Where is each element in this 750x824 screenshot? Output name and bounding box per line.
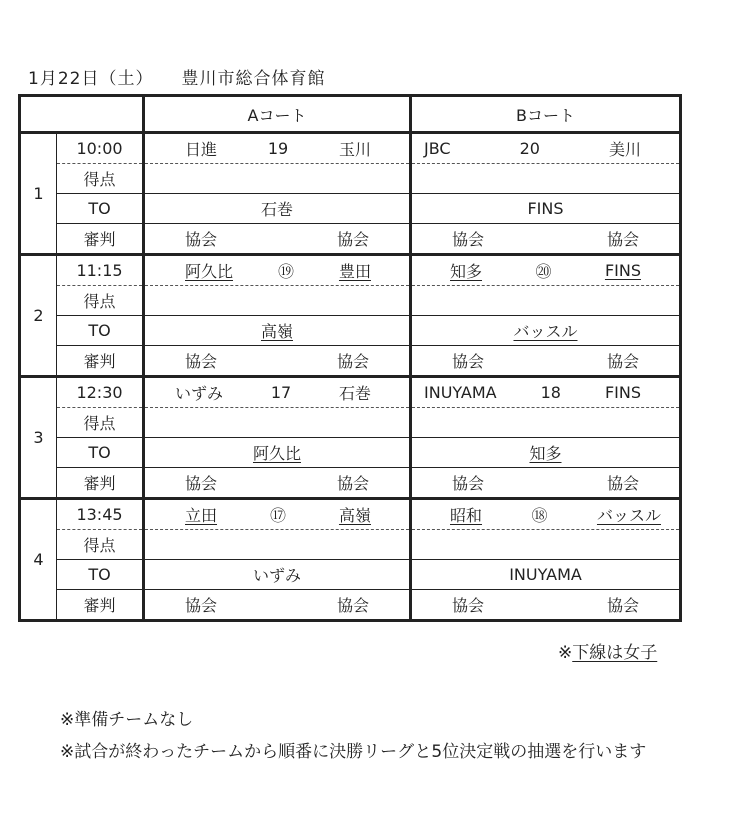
note-text: 下線は女子	[572, 643, 658, 663]
team-home: 知多	[450, 262, 483, 281]
court-b-referees	[411, 468, 681, 499]
referee-label: 審判	[57, 590, 144, 621]
game-number: ⑳	[535, 262, 552, 281]
team-away: 美川	[608, 140, 641, 159]
note-prefix: ※	[558, 643, 573, 663]
court-a-score	[144, 164, 411, 194]
court-b-referees	[411, 224, 681, 255]
court-a-match	[144, 499, 411, 530]
court-b-match	[411, 133, 681, 164]
referee: 協会	[606, 474, 639, 493]
block-2-referee-row	[20, 346, 681, 377]
time-cell: 12:30	[57, 377, 144, 408]
court-b-match	[411, 255, 681, 286]
referee: 協会	[452, 596, 485, 615]
referee: 協会	[336, 230, 369, 249]
court-b-to: INUYAMA	[411, 560, 681, 590]
court-a-referees	[144, 590, 411, 621]
court-a-referees	[144, 346, 411, 377]
time-cell: 10:00	[57, 133, 144, 164]
referee: 協会	[336, 474, 369, 493]
court-a-score	[144, 408, 411, 438]
team-home: いずみ	[175, 384, 224, 403]
court-b-match	[411, 377, 681, 408]
block-number: 3	[20, 377, 57, 499]
court-b-referees	[411, 346, 681, 377]
block-2-to-row	[20, 316, 681, 346]
court-b-score	[411, 408, 681, 438]
court-a-score	[144, 530, 411, 560]
court-a-match	[144, 377, 411, 408]
game-number: 20	[519, 139, 540, 158]
score-label: 得点	[57, 530, 144, 560]
block-2-score-row	[20, 286, 681, 316]
note-no-prep-team: ※準備チームなし	[60, 710, 194, 730]
referee: 協会	[606, 230, 639, 249]
block-number: 2	[20, 255, 57, 377]
game-number: 19	[267, 139, 289, 158]
block-2-time-row	[20, 255, 681, 286]
referee: 協会	[336, 352, 369, 371]
game-number: 17	[270, 383, 292, 402]
court-b-score	[411, 530, 681, 560]
referee: 協会	[336, 596, 369, 615]
to-label: TO	[57, 438, 144, 468]
to-team: 高嶺	[260, 322, 293, 341]
score-label: 得点	[57, 408, 144, 438]
to-team: 知多	[529, 444, 562, 463]
event-date: 1月22日（土）	[28, 69, 154, 89]
header-blank-cell	[20, 96, 144, 133]
referee: 協会	[185, 596, 218, 615]
block-3-score-row	[20, 408, 681, 438]
block-3-time-row	[20, 377, 681, 408]
women-underline-note	[558, 638, 657, 663]
schedule-table	[18, 94, 682, 622]
referee: 協会	[185, 230, 218, 249]
time-cell: 13:45	[57, 499, 144, 530]
to-team: 阿久比	[252, 444, 301, 463]
block-4-to-row	[20, 560, 681, 590]
to-label: TO	[57, 316, 144, 346]
block-1-score-row	[20, 164, 681, 194]
score-label: 得点	[57, 164, 144, 194]
referee: 協会	[452, 474, 485, 493]
court-a-header: Aコート	[144, 96, 411, 133]
team-away: バッスル	[596, 506, 661, 525]
team-home: 立田	[185, 506, 218, 525]
court-b-referees	[411, 590, 681, 621]
court-a-score	[144, 286, 411, 316]
team-home: 日進	[185, 140, 218, 159]
referee-label: 審判	[57, 224, 144, 255]
game-number: 18	[540, 383, 561, 402]
game-number: ⑲	[277, 262, 294, 281]
block-3-to-row	[20, 438, 681, 468]
referee: 協会	[606, 596, 639, 615]
block-3-referee-row	[20, 468, 681, 499]
referee: 協会	[606, 352, 639, 371]
court-a-match	[144, 133, 411, 164]
court-b-match	[411, 499, 681, 530]
block-1-time-row	[20, 133, 681, 164]
court-b-score	[411, 164, 681, 194]
team-home: INUYAMA	[424, 383, 497, 402]
court-b-header: Bコート	[411, 96, 681, 133]
venue-name: 豊川市総合体育館	[181, 69, 326, 89]
team-away: 高嶺	[338, 506, 371, 525]
block-4-score-row	[20, 530, 681, 560]
court-b-to	[411, 438, 681, 468]
court-b-to	[411, 316, 681, 346]
referee-label: 審判	[57, 468, 144, 499]
team-home: 阿久比	[185, 262, 234, 281]
referee: 協会	[452, 352, 485, 371]
block-number: 4	[20, 499, 57, 621]
block-1-referee-row	[20, 224, 681, 255]
team-home: 昭和	[450, 506, 483, 525]
court-a-to: 石巻	[144, 194, 411, 224]
to-label: TO	[57, 560, 144, 590]
referee: 協会	[452, 230, 485, 249]
court-a-to	[144, 316, 411, 346]
court-b-to: FINS	[411, 194, 681, 224]
court-a-to	[144, 438, 411, 468]
referee: 協会	[185, 474, 218, 493]
to-team: バッスル	[513, 322, 578, 341]
team-away: 玉川	[338, 140, 371, 159]
referee-label: 審判	[57, 346, 144, 377]
game-number: ⑱	[531, 506, 548, 525]
referee: 協会	[185, 352, 218, 371]
court-a-referees	[144, 468, 411, 499]
score-label: 得点	[57, 286, 144, 316]
team-home: JBC	[424, 139, 451, 158]
block-4-referee-row	[20, 590, 681, 621]
team-away: FINS	[604, 261, 641, 280]
block-4-time-row	[20, 499, 681, 530]
court-a-referees	[144, 224, 411, 255]
court-a-match	[144, 255, 411, 286]
team-away: 豊田	[338, 262, 371, 281]
game-number: ⑰	[269, 506, 286, 525]
page-title	[28, 64, 325, 89]
team-away: 石巻	[338, 384, 371, 403]
team-away: FINS	[604, 383, 641, 402]
block-number: 1	[20, 133, 57, 255]
court-b-score	[411, 286, 681, 316]
to-label: TO	[57, 194, 144, 224]
court-a-to: いずみ	[144, 560, 411, 590]
block-1-to-row	[20, 194, 681, 224]
time-cell: 11:15	[57, 255, 144, 286]
note-lottery: ※試合が終わったチームから順番に決勝リーグと5位決定戦の抽選を行います	[60, 742, 647, 762]
